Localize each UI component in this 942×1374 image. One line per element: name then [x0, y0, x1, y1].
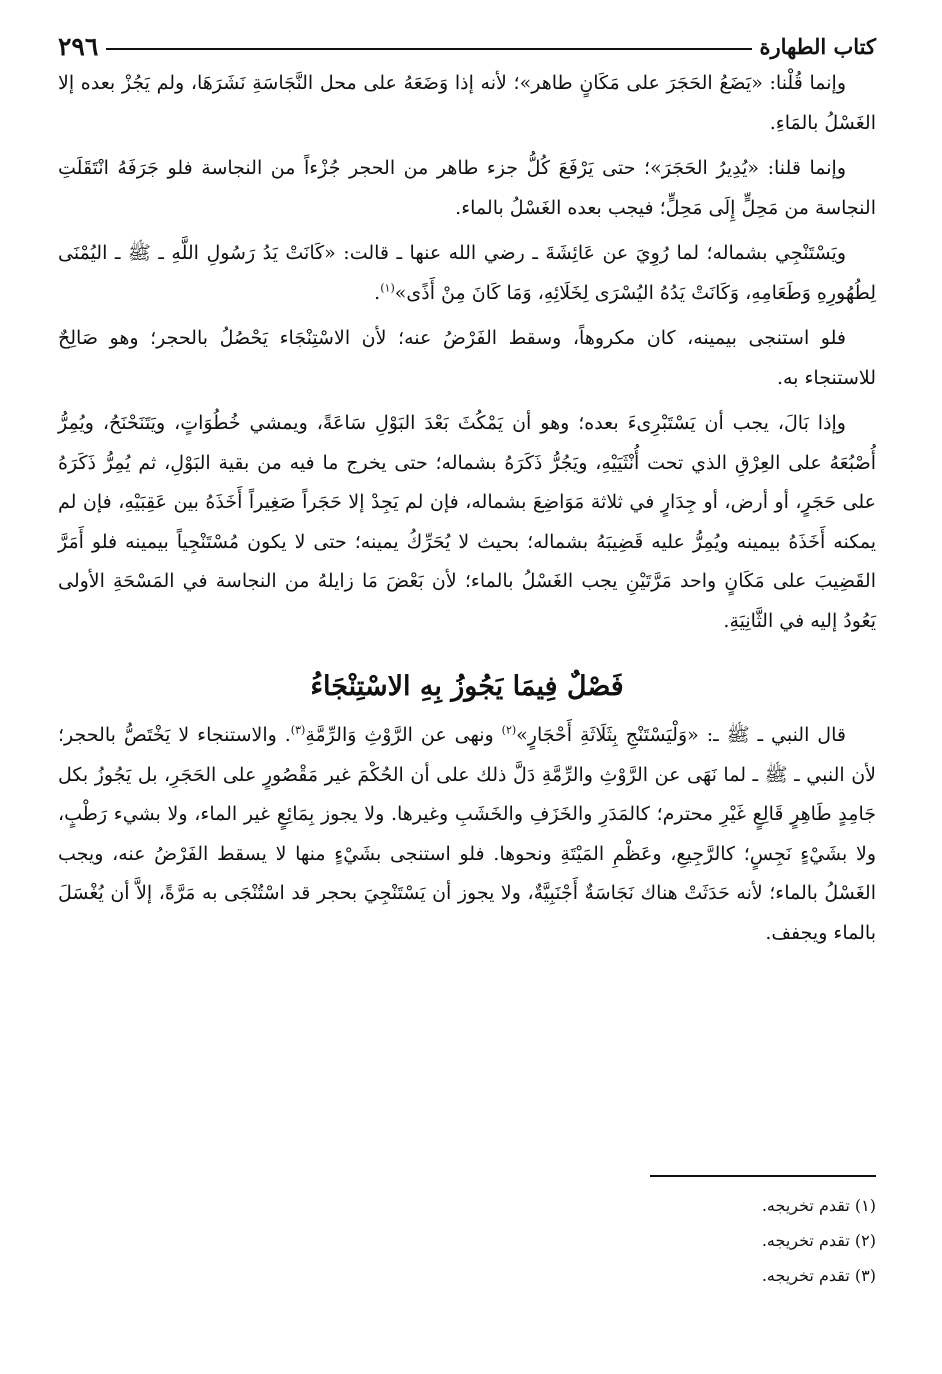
- section-text: [58, 716, 876, 953]
- section-heading: فَصْلٌ فِيمَا يَجُوزُ بِهِ الاسْتِنْجَاءُ: [310, 671, 624, 702]
- footnote-ref: (٣): [290, 723, 306, 737]
- paragraph: فلو استنجى بيمينه، كان مكروهاً، وسقط الفَرْضُ عنه؛ لأن الاسْتِنْجَاء يَحْصُلُ بالحجر؛ وهو صَالِحٌ للاستنجاء به.: [58, 327, 876, 389]
- footnotes: [476, 1188, 876, 1293]
- page-number: ٢٩٦: [58, 31, 99, 61]
- footnote: (١) تقدم تخريجه.: [761, 1196, 876, 1215]
- header-rule: [106, 48, 751, 50]
- paragraph-tail: .: [374, 281, 381, 304]
- running-header: [58, 28, 876, 64]
- footnote: (٢) تقدم تخريجه.: [761, 1231, 876, 1250]
- paragraph: وإذا بَالَ، يجب أن يَسْتَبْرِىءَ بعده؛ وهو أن يَمْكُثَ بَعْدَ البَوْلِ سَاعَةً، ويمشي خُطُوَاتٍ، ويَتَنَحْنَحُ، ويُمِرُّ أُصْبُعَهُ على العِرْقِ الذي تحت أُنْثَيَيْهِ، ويَجُرُّ ذَكَرَهُ بشماله؛ حتى يخرج ما فيه من بقية البَوْلِ، ثم يُمِرُّ ذَكَرَهُ على حَجَرٍ، أو أرض، أو جِدَارٍ في ثلاثة مَوَاضِعَ بشماله، فإن لم يَجِدْ إلا حَجَراً صَغِيراً أَخَذَهُ بين عَقِبَيْهِ، فإن لم يمكنه أَخَذَهُ بيمينه ويُمِرُّ عليه قَضِيبَهُ بشماله؛ بحيث لا يُحَرِّكُ يمينه؛ حتى لا يكون مُسْتَنْجِياً بيمينه فلو أَمَرَّ القَضِيبَ على مَكَانٍ واحد مَرَّتَيْنِ يجب الغَسْلُ بالماء؛ لأن بَعْضَ مَا زايلهُ من النجاسة في المَسْحَةِ الأولى يَعُودُ إليه في الثَّانِيَةِ.: [58, 412, 876, 632]
- footnote: (٣) تقدم تخريجه.: [761, 1266, 876, 1285]
- footnote-ref: (١): [380, 281, 395, 295]
- paragraph: وإنما قُلْنا: «يَضَعُ الحَجَرَ على مَكَانٍ طاهر»؛ لأنه إذا وَضَعَهُ على محل النَّجَاسَةِ نَشَرَهَا، ولم يَجُزْ بعده إلا الغَسْلُ بالمَاءِ.: [58, 72, 876, 134]
- paragraph-text: ونهى عن الرَّوْثِ وَالرِّمَّةِ: [305, 724, 502, 746]
- paragraph-text: . والاستنجاء لا يَخْتَصُّ بالحجر؛ لأن النبي ـ ﷺ ـ لما نَهَى عن الرَّوْثِ والرِّمَّةِ دَلَّ ذلك على أن الحُكْمَ غير مَقْصُورٍ على الحَجَرِ، بل يَجُوزُ بكل جَامِدٍ طَاهِرٍ قَالِعٍ غَيْرِ محترم؛ كالمَدَرِ والخَزَفِ والخَشَبِ وغيرها. ولا يجوز بِمَائِعٍ غير الماء، ولا بشيء رَطْبٍ، ولا بشَيْءٍ نَجِسٍ؛ كالرَّجِيعِ، وعَظْمِ المَيْتَةِ ونحوها. فلو استنجى بشَيْءٍ منها لا يسقط الفَرْضُ عنه، ويجب الغَسْلُ بالماء؛ لأنه حَدَثَتْ هناك نَجَاسَةٌ أَجْنَبِيَّةٌ، ولا يجوز أن يَسْتَنْجِيَ بحجر قد اسْتُنْجَى به مَرَّةً، إلاَّ أن يُغْسَلَ بالماء ويجفف.: [58, 724, 876, 944]
- paragraph-text: قال النبي ـ ﷺ ـ: «وَلْيَسْتَنْجِ بِثَلَاثَةِ أَحْجَارٍ»: [516, 724, 846, 746]
- paragraph-text: ويَسْتَنْجِي بشماله؛ لما رُوِيَ عن عَائِشَةَ ـ رضي الله عنها ـ قالت: «كَانَتْ يَدُ رَسُولِ اللَّهِ ـ ﷺ ـ اليُمْنَى لِطُهُورِهِ وَطَعَامِهِ، وَكَانَتْ يَدُهُ اليُسْرَى لِخَلَائِهِ، وَمَا كَانَ مِنْ أَذًى»: [58, 242, 876, 304]
- paragraph: [58, 234, 876, 313]
- paragraph: وإنما قلنا: «يُدِيرُ الحَجَرَ»؛ حتى يَرْفَعَ كُلُّ جزء طاهر من الحجر جُزْءاً من النجاسة فلو جَرَفَهُ انْتَقَلَتِ النجاسة من مَحِلٍّ إِلَى مَحِلٍّ؛ فيجب بعده الغَسْلُ بالماء.: [58, 157, 876, 219]
- main-text: [58, 64, 876, 641]
- footnote-ref: (٢): [501, 723, 517, 737]
- footnote-separator: [650, 1175, 876, 1177]
- paragraph: [58, 716, 876, 953]
- book-title: كتاب الطهارة: [759, 33, 876, 59]
